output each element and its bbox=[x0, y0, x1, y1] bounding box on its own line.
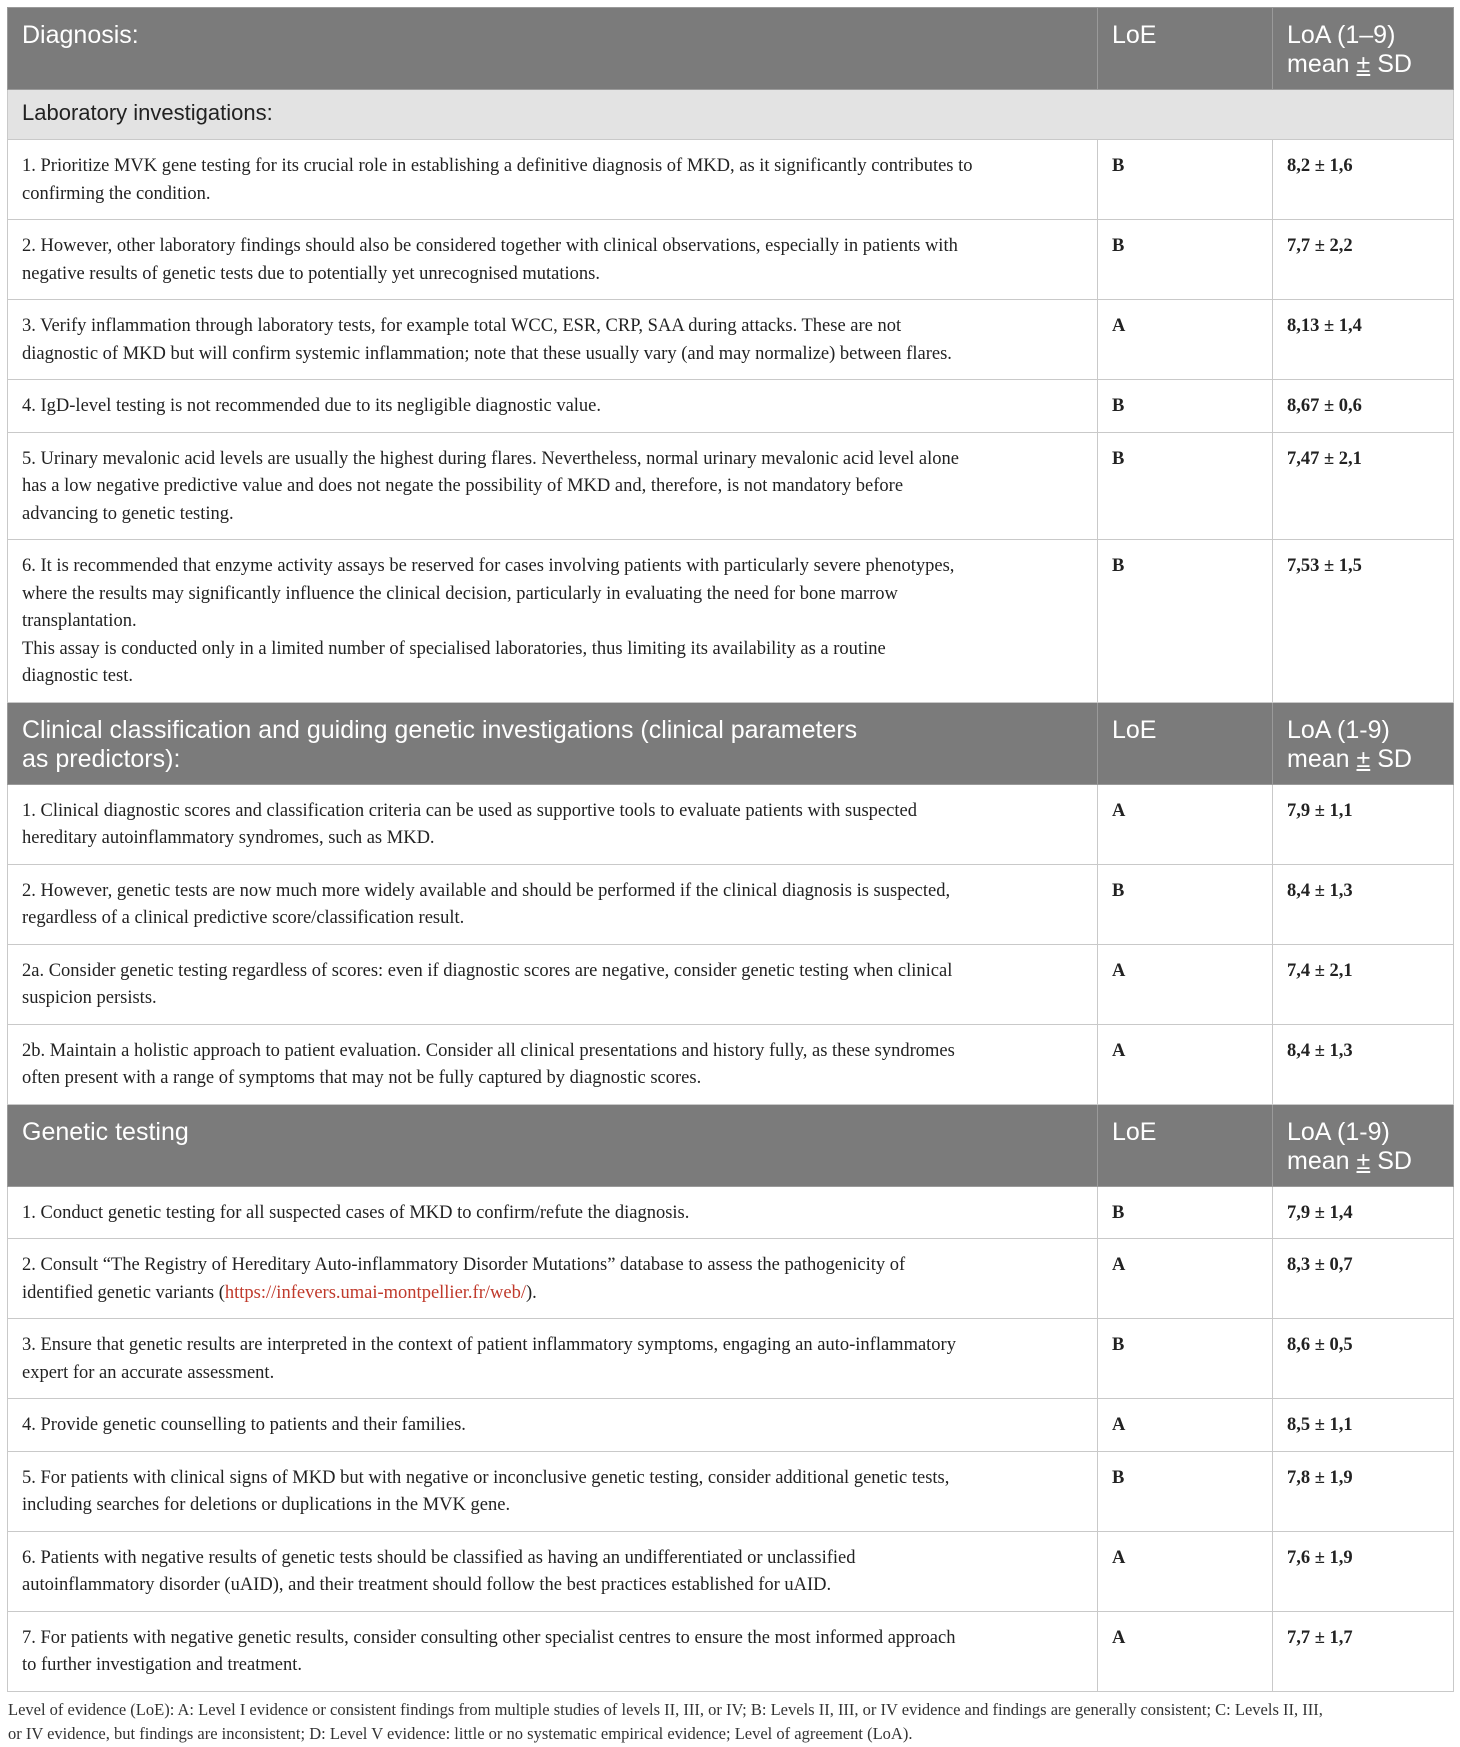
recommendations-document bbox=[7, 7, 1453, 1747]
recommendation-text: 2. Consult “The Registry of Hereditary Auto-inflammatory Disorder Mutations” database to assess the pathogenicity of identified genetic variants (https://infevers.umai-montpellier.fr/web/). bbox=[8, 1239, 1098, 1319]
loa-value: 7,6 ± 1,9 bbox=[1273, 1531, 1454, 1611]
table-row bbox=[8, 540, 1454, 703]
loa-column-header bbox=[1273, 1104, 1454, 1186]
table-row bbox=[8, 1186, 1454, 1239]
table-row bbox=[8, 1611, 1454, 1691]
loe-value: A bbox=[1098, 1024, 1273, 1104]
loe-value: B bbox=[1098, 220, 1273, 300]
loe-value: B bbox=[1098, 1451, 1273, 1531]
loe-column-header: LoE bbox=[1098, 702, 1273, 784]
loa-header-line1: LoA (1-9) bbox=[1287, 715, 1390, 744]
loe-value: A bbox=[1098, 1399, 1273, 1452]
loa-value: 8,5 ± 1,1 bbox=[1273, 1399, 1454, 1452]
loe-value: B bbox=[1098, 864, 1273, 944]
loa-value: 8,13 ± 1,4 bbox=[1273, 300, 1454, 380]
table-row bbox=[8, 380, 1454, 433]
loa-value: 7,7 ± 2,2 bbox=[1273, 220, 1454, 300]
infevers-database-link[interactable]: https://infevers.umai-montpellier.fr/web/ bbox=[224, 1282, 526, 1303]
recommendation-text: 5. For patients with clinical signs of MKD but with negative or inconclusive genetic testing, consider additional genetic tests, including searches for deletions or duplications in the MVK gene. bbox=[8, 1451, 1098, 1531]
loa-value: 7,8 ± 1,9 bbox=[1273, 1451, 1454, 1531]
recommendation-text: 2. However, other laboratory findings should also be considered together with clinical observations, especially in patients with negative results of genetic tests due to potentially yet unrecognised mutations. bbox=[8, 220, 1098, 300]
loa-value: 8,67 ± 0,6 bbox=[1273, 380, 1454, 433]
table-row bbox=[8, 1531, 1454, 1611]
loe-value: B bbox=[1098, 1186, 1273, 1239]
loa-value: 7,53 ± 1,5 bbox=[1273, 540, 1454, 703]
subheader-laboratory-investigations bbox=[8, 90, 1454, 140]
loe-value: B bbox=[1098, 380, 1273, 433]
table-row bbox=[8, 1319, 1454, 1399]
loa-value: 7,4 ± 2,1 bbox=[1273, 944, 1454, 1024]
loe-value: B bbox=[1098, 432, 1273, 540]
recommendation-text: 3. Ensure that genetic results are interpreted in the context of patient inflammatory symptoms, engaging an auto-inflammatory expert for an accurate assessment. bbox=[8, 1319, 1098, 1399]
loe-value: B bbox=[1098, 140, 1273, 220]
recommendation-text: 3. Verify inflammation through laboratory tests, for example total WCC, ESR, CRP, SAA during attacks. These are not diagnostic of MKD but will confirm systemic inflammation; note that these usually vary (and may normalize) between flares. bbox=[8, 300, 1098, 380]
table-row bbox=[8, 1399, 1454, 1452]
loe-value: B bbox=[1098, 540, 1273, 703]
loa-header-sd: SD bbox=[1377, 744, 1412, 773]
recommendations-table bbox=[7, 7, 1454, 1692]
loe-value: A bbox=[1098, 944, 1273, 1024]
loa-value: 7,47 ± 2,1 bbox=[1273, 432, 1454, 540]
loe-column-header: LoE bbox=[1098, 8, 1273, 90]
table-row bbox=[8, 432, 1454, 540]
table-row bbox=[8, 864, 1454, 944]
loa-header-line1: LoA (1-9) bbox=[1287, 1117, 1390, 1146]
section-header-diagnosis bbox=[8, 8, 1454, 90]
loa-header-mean: mean bbox=[1287, 50, 1350, 78]
loa-header-pm: ± bbox=[1356, 1146, 1371, 1175]
loa-header-mean: mean bbox=[1287, 744, 1350, 773]
loa-value: 8,4 ± 1,3 bbox=[1273, 1024, 1454, 1104]
table-row bbox=[8, 1451, 1454, 1531]
recommendation-text: 4. Provide genetic counselling to patients and their families. bbox=[8, 1399, 1098, 1452]
recommendation-text: 7. For patients with negative genetic results, consider consulting other specialist centres to ensure the most informed approach to further investigation and treatment. bbox=[8, 1611, 1098, 1691]
table-footnote: Level of evidence (LoE): A: Level I evidence or consistent findings from multiple studies of levels II, III, or IV; B: Levels II, III, or IV evidence and findings are generally consistent; C: Levels II, III, or IV evidence, but findings are inconsistent; D: Level V evidence: little or no systematic empirical evidence; Level of agreement (LoA). bbox=[8, 1699, 1323, 1743]
section-header-genetic-testing bbox=[8, 1104, 1454, 1186]
recommendation-text: 4. IgD-level testing is not recommended due to its negligible diagnostic value. bbox=[8, 380, 1098, 433]
loe-value: A bbox=[1098, 1239, 1273, 1319]
loa-header-mean: mean bbox=[1287, 1146, 1350, 1175]
table-row bbox=[8, 944, 1454, 1024]
recommendation-text: 2. However, genetic tests are now much more widely available and should be performed if the clinical diagnosis is suspected, regardless of a clinical predictive score/classification result. bbox=[8, 864, 1098, 944]
recommendation-text: 2b. Maintain a holistic approach to patient evaluation. Consider all clinical presentations and history fully, as these syndromes often present with a range of symptoms that may not be fully captured by diagnostic scores. bbox=[8, 1024, 1098, 1104]
loa-header-pm: ± bbox=[1356, 744, 1371, 773]
loa-value: 7,9 ± 1,4 bbox=[1273, 1186, 1454, 1239]
loa-column-header bbox=[1273, 8, 1454, 90]
table-row bbox=[8, 300, 1454, 380]
loe-value: A bbox=[1098, 1531, 1273, 1611]
loa-header-sd: SD bbox=[1377, 50, 1412, 78]
table-row bbox=[8, 1024, 1454, 1104]
loe-value: A bbox=[1098, 300, 1273, 380]
section-title: Clinical classification and guiding genetic investigations (clinical parameters as predictors): bbox=[8, 702, 1098, 784]
loa-header-sd: SD bbox=[1377, 1146, 1412, 1175]
loa-value: 8,4 ± 1,3 bbox=[1273, 864, 1454, 944]
recommendation-text: 5. Urinary mevalonic acid levels are usually the highest during flares. Nevertheless, normal urinary mevalonic acid level alone has a low negative predictive value and does not negate the possibility of MKD and, therefore, is not mandatory before advancing to genetic testing. bbox=[8, 432, 1098, 540]
recommendation-text: 6. It is recommended that enzyme activity assays be reserved for cases involving patients with particularly severe phenotypes, where the results may significantly influence the clinical decision, particularly in evaluating the need for bone marrow transplantation. This assay is conducted only in a limited number of specialised laboratories, thus limiting its availability as a routine diagnostic test. bbox=[8, 540, 1098, 703]
recommendation-text: 1. Prioritize MVK gene testing for its crucial role in establishing a definitive diagnosis of MKD, as it significantly contributes to confirming the condition. bbox=[8, 140, 1098, 220]
section-title: Genetic testing bbox=[8, 1104, 1098, 1186]
loa-column-header bbox=[1273, 702, 1454, 784]
recommendation-text: 6. Patients with negative results of genetic tests should be classified as having an undifferentiated or unclassified autoinflammatory disorder (uAID), and their treatment should follow the best practices established for uAID. bbox=[8, 1531, 1098, 1611]
table-row bbox=[8, 1239, 1454, 1319]
recommendation-text: 1. Conduct genetic testing for all suspected cases of MKD to confirm/refute the diagnosis. bbox=[8, 1186, 1098, 1239]
recommendation-text: 1. Clinical diagnostic scores and classification criteria can be used as supportive tools to evaluate patients with suspected hereditary autoinflammatory syndromes, such as MKD. bbox=[8, 784, 1098, 864]
table-row bbox=[8, 220, 1454, 300]
section-title: Diagnosis: bbox=[8, 8, 1098, 90]
loe-value: A bbox=[1098, 784, 1273, 864]
recommendation-text: 2a. Consider genetic testing regardless of scores: even if diagnostic scores are negative, consider genetic testing when clinical suspicion persists. bbox=[8, 944, 1098, 1024]
loa-value: 8,6 ± 0,5 bbox=[1273, 1319, 1454, 1399]
loa-header-line1: LoA (1–9) bbox=[1287, 21, 1396, 49]
loe-column-header: LoE bbox=[1098, 1104, 1273, 1186]
loa-value: 7,9 ± 1,1 bbox=[1273, 784, 1454, 864]
section-header-clinical-classification bbox=[8, 702, 1454, 784]
loe-value: A bbox=[1098, 1611, 1273, 1691]
subheader-label: Laboratory investigations: bbox=[8, 90, 1454, 140]
loe-value: B bbox=[1098, 1319, 1273, 1399]
table-row bbox=[8, 784, 1454, 864]
loa-header-pm: ± bbox=[1356, 50, 1371, 78]
loa-value: 8,3 ± 0,7 bbox=[1273, 1239, 1454, 1319]
loa-value: 7,7 ± 1,7 bbox=[1273, 1611, 1454, 1691]
table-row bbox=[8, 140, 1454, 220]
loa-value: 8,2 ± 1,6 bbox=[1273, 140, 1454, 220]
